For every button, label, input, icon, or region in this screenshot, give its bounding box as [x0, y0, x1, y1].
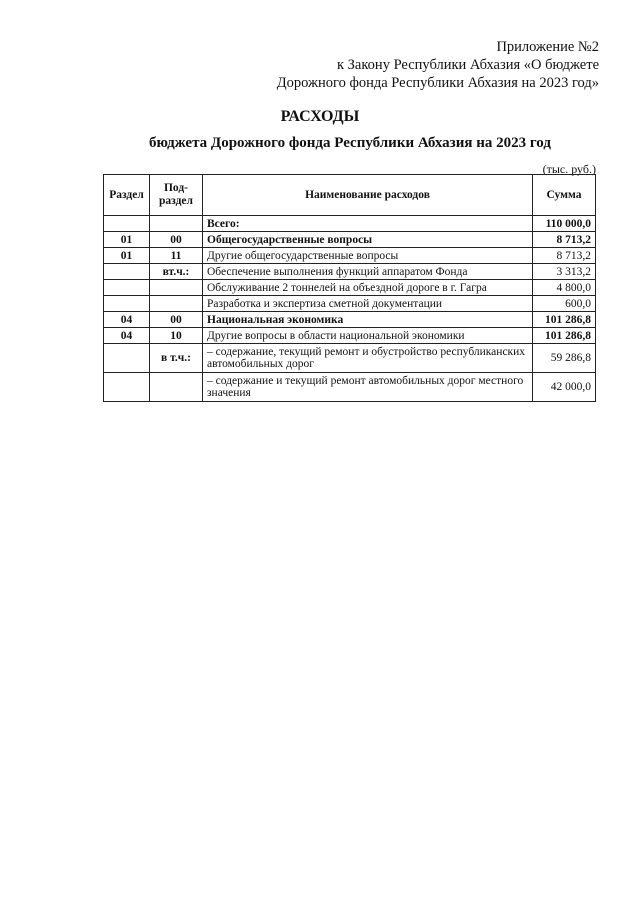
annex-line-1: Приложение №2 [496, 39, 599, 55]
cell-name: Общегосударственные вопросы [203, 232, 533, 248]
cell-name: Всего: [203, 216, 533, 232]
table-header-row [104, 175, 596, 216]
cell-section [104, 344, 150, 373]
cell-subsection: 00 [150, 312, 203, 328]
cell-amount: 4 800,0 [533, 280, 596, 296]
cell-subsection: вт.ч.: [150, 264, 203, 280]
cell-section: 04 [104, 328, 150, 344]
cell-name: Другие общегосударственные вопросы [203, 248, 533, 264]
table-row [104, 296, 596, 312]
cell-section: 04 [104, 312, 150, 328]
header-section: Раздел [104, 175, 150, 216]
cell-name: Разработка и экспертиза сметной документации [203, 296, 533, 312]
cell-section [104, 280, 150, 296]
cell-subsection: в т.ч.: [150, 344, 203, 373]
cell-name: Национальная экономика [203, 312, 533, 328]
cell-name: – содержание, текущий ремонт и обустройство республиканских автомобильных дорог [203, 344, 533, 373]
cell-amount: 8 713,2 [533, 232, 596, 248]
cell-section [104, 216, 150, 232]
table-row [104, 216, 596, 232]
table-row [104, 248, 596, 264]
cell-section [104, 296, 150, 312]
header-amount: Сумма [533, 175, 596, 216]
annex-line-3: Дорожного фонда Республики Абхазия на 2023 год» [276, 75, 599, 91]
cell-amount: 600,0 [533, 296, 596, 312]
expenses-table [103, 174, 596, 402]
cell-amount: 101 286,8 [533, 328, 596, 344]
table-row [104, 264, 596, 280]
cell-subsection [150, 280, 203, 296]
document-title: РАСХОДЫ [280, 108, 360, 125]
header-subsection: Под-раздел [150, 175, 203, 216]
cell-subsection: 00 [150, 232, 203, 248]
cell-amount: 59 286,8 [533, 344, 596, 373]
cell-subsection: 10 [150, 328, 203, 344]
cell-amount: 42 000,0 [533, 373, 596, 402]
document-subtitle: бюджета Дорожного фонда Республики Абхазия на 2023 год [149, 135, 551, 151]
cell-subsection [150, 296, 203, 312]
table-row [104, 280, 596, 296]
cell-name: Другие вопросы в области национальной экономики [203, 328, 533, 344]
units-label: (тыс. руб.) [542, 162, 596, 176]
table-row [104, 232, 596, 248]
cell-section [104, 264, 150, 280]
cell-section: 01 [104, 232, 150, 248]
header-name: Наименование расходов [203, 175, 533, 216]
cell-amount: 101 286,8 [533, 312, 596, 328]
annex-line-2: к Закону Республики Абхазия «О бюджете [337, 57, 599, 73]
annex-header [277, 38, 599, 92]
cell-section: 01 [104, 248, 150, 264]
table-row [104, 344, 596, 373]
table-row [104, 373, 596, 402]
cell-amount: 8 713,2 [533, 248, 596, 264]
cell-name: Обслуживание 2 тоннелей на объездной дороге в г. Гагра [203, 280, 533, 296]
cell-amount: 110 000,0 [533, 216, 596, 232]
cell-section [104, 373, 150, 402]
cell-name: – содержание и текущий ремонт автомобильных дорог местного значения [203, 373, 533, 402]
table-row [104, 328, 596, 344]
cell-name: Обеспечение выполнения функций аппаратом Фонда [203, 264, 533, 280]
cell-amount: 3 313,2 [533, 264, 596, 280]
cell-subsection [150, 216, 203, 232]
cell-subsection: 11 [150, 248, 203, 264]
cell-subsection [150, 373, 203, 402]
table-row [104, 312, 596, 328]
